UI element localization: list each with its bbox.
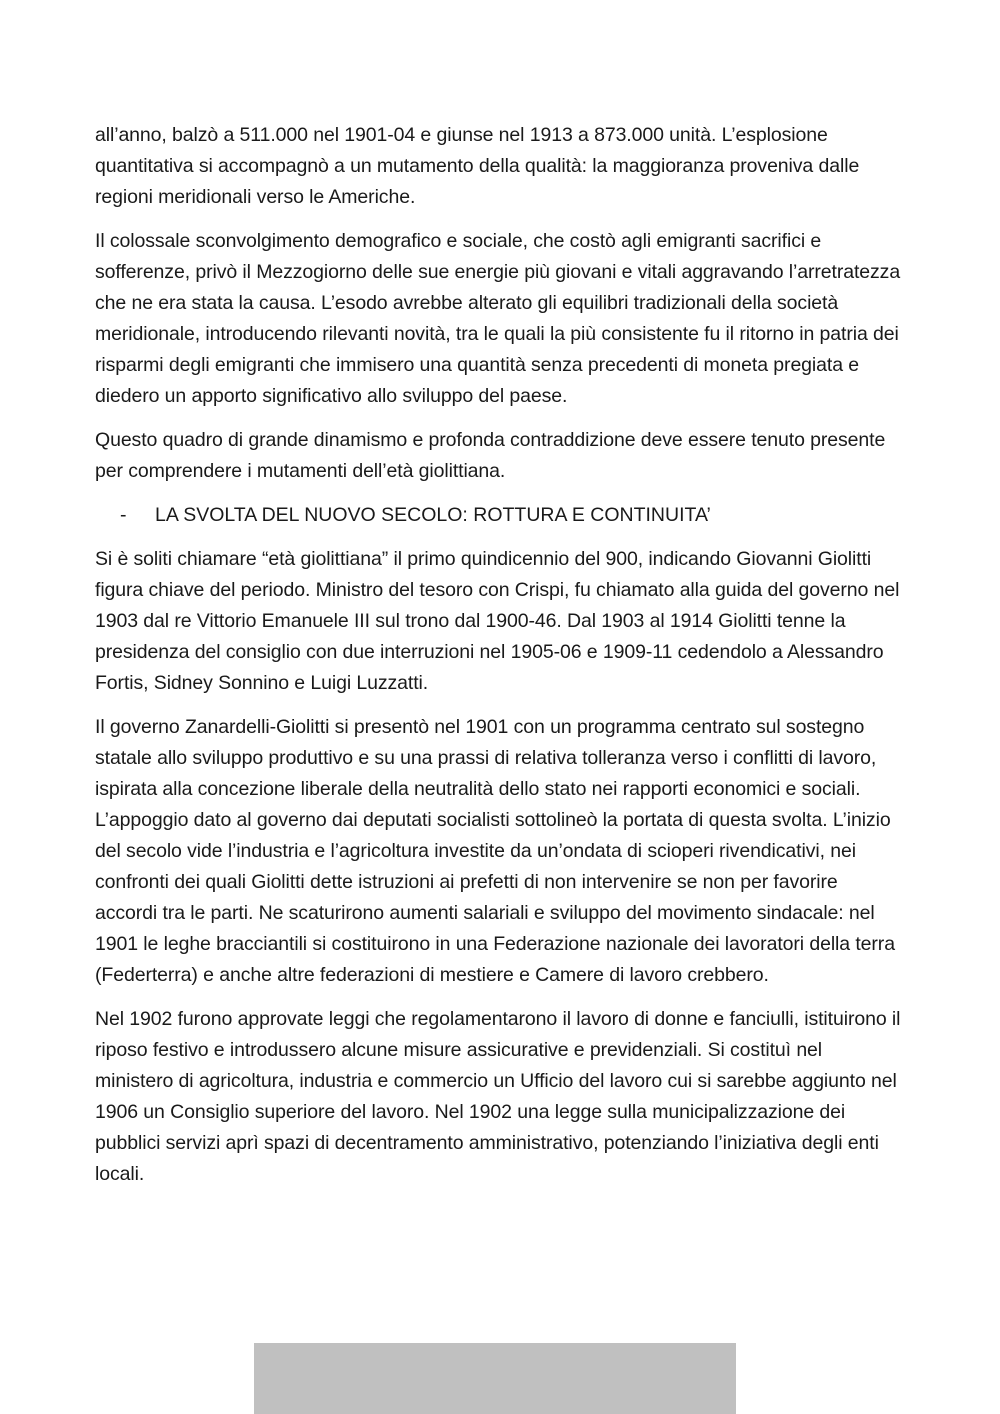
section-heading-text: LA SVOLTA DEL NUOVO SECOLO: ROTTURA E CONTINUITA’ — [155, 504, 711, 526]
paragraph-labor-laws: Nel 1902 furono approvate leggi che regolamentarono il lavoro di donne e fanciulli, istituirono il riposo festivo e introdussero alcune misure assicurative e previdenziali. Si costituì nel ministero di agricoltura, industria e commercio un Ufficio del lavoro cui si sarebbe aggiunto nel 1906 un Consiglio superiore del lavoro. Nel 1902 una legge sulla municipalizzazione dei pubblici servizi aprì spazi di decentramento amministrativo, potenziando l’iniziativa degli enti locali. — [95, 1008, 901, 1185]
paragraph-giolitti-era: Si è soliti chiamare “età giolittiana” il primo quindicennio del 900, indicando Giovanni Giolitti figura chiave del periodo. Ministro del tesoro con Crispi, fu chiamato alla guida del governo nel 1903 dal re Vittorio Emanuele III sul trono dal 1900-46. Dal 1903 al 1914 Giolitti tenne la presidenza del consiglio con due interruzioni nel 1905-06 e 1909-11 cedendolo a Alessandro Fortis, Sidney Sonnino e Luigi Luzzatti. — [95, 548, 900, 694]
section-heading — [95, 500, 905, 531]
paragraph-demographic-upheaval: Il colossale sconvolgimento demografico e sociale, che costò agli emigranti sacrifici e sofferenze, privò il Mezzogiorno delle sue energie più giovani e vitali aggravando l’arretratezza che ne era stata la causa. L’esodo avrebbe alterato gli equilibri tradizionali della società meridionale, introducendo rilevanti novità, tra le quali la più consistente fu il ritorno in patria dei risparmi degli emigranti che immisero una quantità senza precedenti di moneta pregiata e diedero un apporto significativo allo sviluppo del paese. — [95, 230, 901, 407]
footer-gray-box — [254, 1343, 736, 1414]
section-heading-bullet: - — [120, 504, 127, 526]
paragraph-dynamism: Questo quadro di grande dinamismo e profonda contraddizione deve essere tenuto presente per comprendere i mutamenti dell’età giolittiana. — [95, 429, 886, 482]
paragraph-zanardelli-government: Il governo Zanardelli-Giolitti si presentò nel 1901 con un programma centrato sul sostegno statale allo sviluppo produttivo e su una prassi di relativa tolleranza verso i conflitti di lavoro, ispirata alla concezione liberale della neutralità dello stato nei rapporti economici e sociali. L’appoggio dato al governo dai deputati socialisti sottolineò la portata di questa svolta. L’inizio del secolo vide l’industria e l’agricoltura investite da un’ondata di scioperi rivendicativi, nei confronti dei quali Giolitti dette istruzioni ai prefetti di non intervenire se non per favorire accordi tra le parti. Ne scaturirono aumenti salariali e sviluppo del movimento sindacale: nel 1901 le leghe bracciantili si costituirono in una Federazione nazionale dei lavoratori della terra (Federterra) e anche altre federazioni di mestiere e Camere di lavoro crebbero. — [95, 716, 895, 986]
paragraph-emigration-growth: all’anno, balzò a 511.000 nel 1901-04 e giunse nel 1913 a 873.000 unità. L’esplosione quantitativa si accompagnò a un mutamento della qualità: la maggioranza proveniva dalle regioni meridionali verso le Americhe. — [95, 124, 860, 208]
text-column — [95, 120, 905, 1203]
